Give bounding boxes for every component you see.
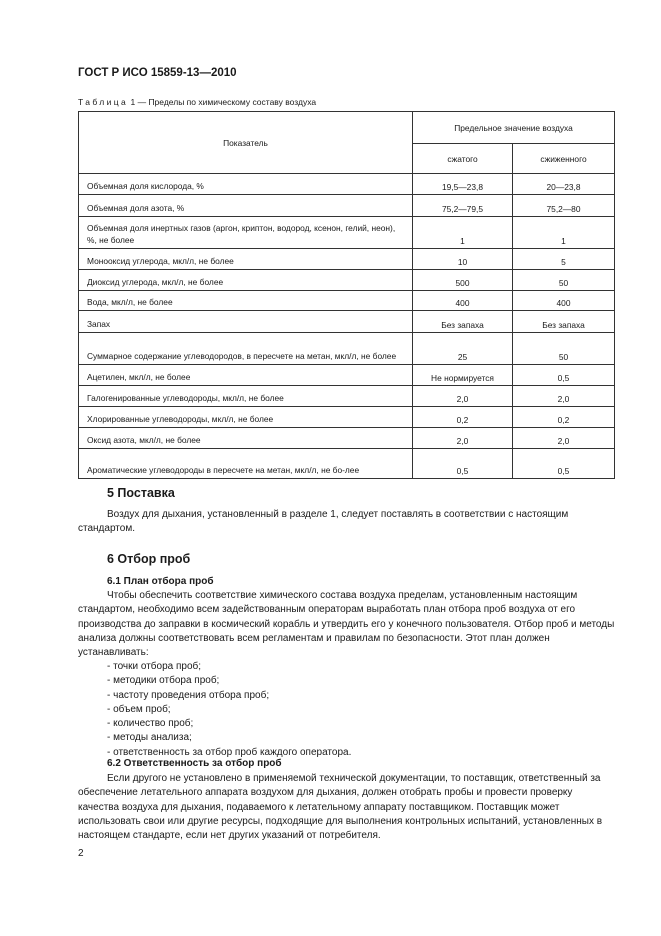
row-compressed: 25 [413, 333, 513, 365]
row-name: Вода, мкл/л, не более [79, 291, 413, 311]
row-liquefied: 2,0 [513, 428, 615, 449]
row-liquefied: 50 [513, 270, 615, 291]
sampling-plan-list [107, 660, 351, 760]
row-compressed: 2,0 [413, 386, 513, 407]
row-liquefied: 75,2—80 [513, 195, 615, 217]
row-name: Запах [79, 311, 413, 333]
header-indicator: Показатель [79, 112, 413, 174]
row-name: Суммарное содержание углеводородов, в пересчете на метан, мкл/л, не более [79, 333, 413, 365]
row-liquefied: 5 [513, 249, 615, 270]
row-name: Объемная доля инертных газов (аргон, криптон, водород, ксенон, гелий, неон), %, не более [79, 217, 413, 249]
list-item: - методики отбора проб; [107, 675, 220, 687]
row-compressed: 1 [413, 217, 513, 249]
row-compressed: 0,5 [413, 449, 513, 479]
header-compressed: сжатого [413, 144, 513, 174]
section-6-1-body: Чтобы обеспечить соответствие химического состава воздуха пределам, установленным настоящим стандартом, необходимо всем задействованным операторам выработать план отбора проб воздуха от его производства до заправки в космический корабль и утвердить его у конечного пользователя. Отбор проб и методы анализа должны соответствовать всем регламентам и правилам по безопасности. Этот план должен устанавливать: [78, 590, 615, 659]
row-compressed: 400 [413, 291, 513, 311]
header-limit: Предельное значение воздуха [413, 112, 615, 144]
row-liquefied: 20—23,8 [513, 174, 615, 195]
section-5-body: Воздух для дыхания, установленный в разделе 1, следует поставлять в соответствии с настоящим стандартом. [78, 509, 569, 535]
row-name: Ароматические углеводороды в пересчете на метан, мкл/л, не бо-лее [79, 449, 413, 479]
row-name: Объемная доля азота, % [79, 195, 413, 217]
section-6-1-heading: 6.1 План отбора проб [107, 576, 214, 587]
row-name: Ацетилен, мкл/л, не более [79, 365, 413, 386]
page-number: 2 [78, 848, 84, 859]
row-compressed: 500 [413, 270, 513, 291]
header-liquefied: сжиженного [513, 144, 615, 174]
row-liquefied: 50 [513, 333, 615, 365]
section-5-heading: 5 Поставка [107, 486, 175, 500]
row-liquefied: Без запаха [513, 311, 615, 333]
row-liquefied: 1 [513, 217, 615, 249]
row-name: Оксид азота, мкл/л, не более [79, 428, 413, 449]
list-item: - частоту проведения отбора проб; [107, 689, 270, 701]
table-caption [78, 97, 316, 107]
table-caption-text: 1 — Пределы по химическому составу воздуха [128, 97, 317, 107]
row-liquefied: 2,0 [513, 386, 615, 407]
row-name: Монооксид углерода, мкл/л, не более [79, 249, 413, 270]
row-name: Хлорированные углеводороды, мкл/л, не более [79, 407, 413, 428]
list-item: - объем проб; [107, 703, 171, 715]
row-liquefied: 400 [513, 291, 615, 311]
document-header: ГОСТ Р ИСО 15859-13—2010 [78, 67, 237, 79]
list-item: - ответственность за отбор проб каждого оператора. [107, 746, 352, 758]
row-name: Диоксид углерода, мкл/л, не более [79, 270, 413, 291]
row-compressed: Не нормируется [413, 365, 513, 386]
row-liquefied: 0,5 [513, 449, 615, 479]
row-compressed: 0,2 [413, 407, 513, 428]
section-6-2-text [78, 772, 616, 843]
row-compressed: 2,0 [413, 428, 513, 449]
row-liquefied: 0,5 [513, 365, 615, 386]
row-compressed: 19,5—23,8 [413, 174, 513, 195]
list-item: - точки отбора проб; [107, 661, 202, 672]
row-name: Галогенированные углеводороды, мкл/л, не более [79, 386, 413, 407]
table-caption-word: Таблица [78, 97, 129, 107]
chemical-limits-table [78, 111, 615, 479]
row-name: Объемная доля кислорода, % [79, 174, 413, 195]
section-6-2-heading: 6.2 Ответственность за отбор проб [107, 758, 282, 769]
row-compressed: 10 [413, 249, 513, 270]
section-6-heading: 6 Отбор проб [107, 552, 191, 566]
row-liquefied: 0,2 [513, 407, 615, 428]
row-compressed: Без запаха [413, 311, 513, 333]
list-item: - методы анализа; [107, 732, 192, 744]
list-item: - количество проб; [107, 718, 194, 730]
section-6-1-text [78, 589, 616, 660]
section-6-2-body: Если другого не установлено в применяемой технической документации, то поставщик, ответственный за обеспечение летательного аппарата воздухом для дыхания, должен отобрать пробы и провести проверку качества воздуха для дыхания, подаваемого к летательному аппарату поставщиком. Поставщик может использовать свои или другие ресурсы, подходящие для выполнения контрольных испытаний, установленных в настоящем стандарте, если нет других указаний от потребителя. [78, 773, 603, 842]
row-compressed: 75,2—79,5 [413, 195, 513, 217]
section-5-text [78, 508, 616, 537]
